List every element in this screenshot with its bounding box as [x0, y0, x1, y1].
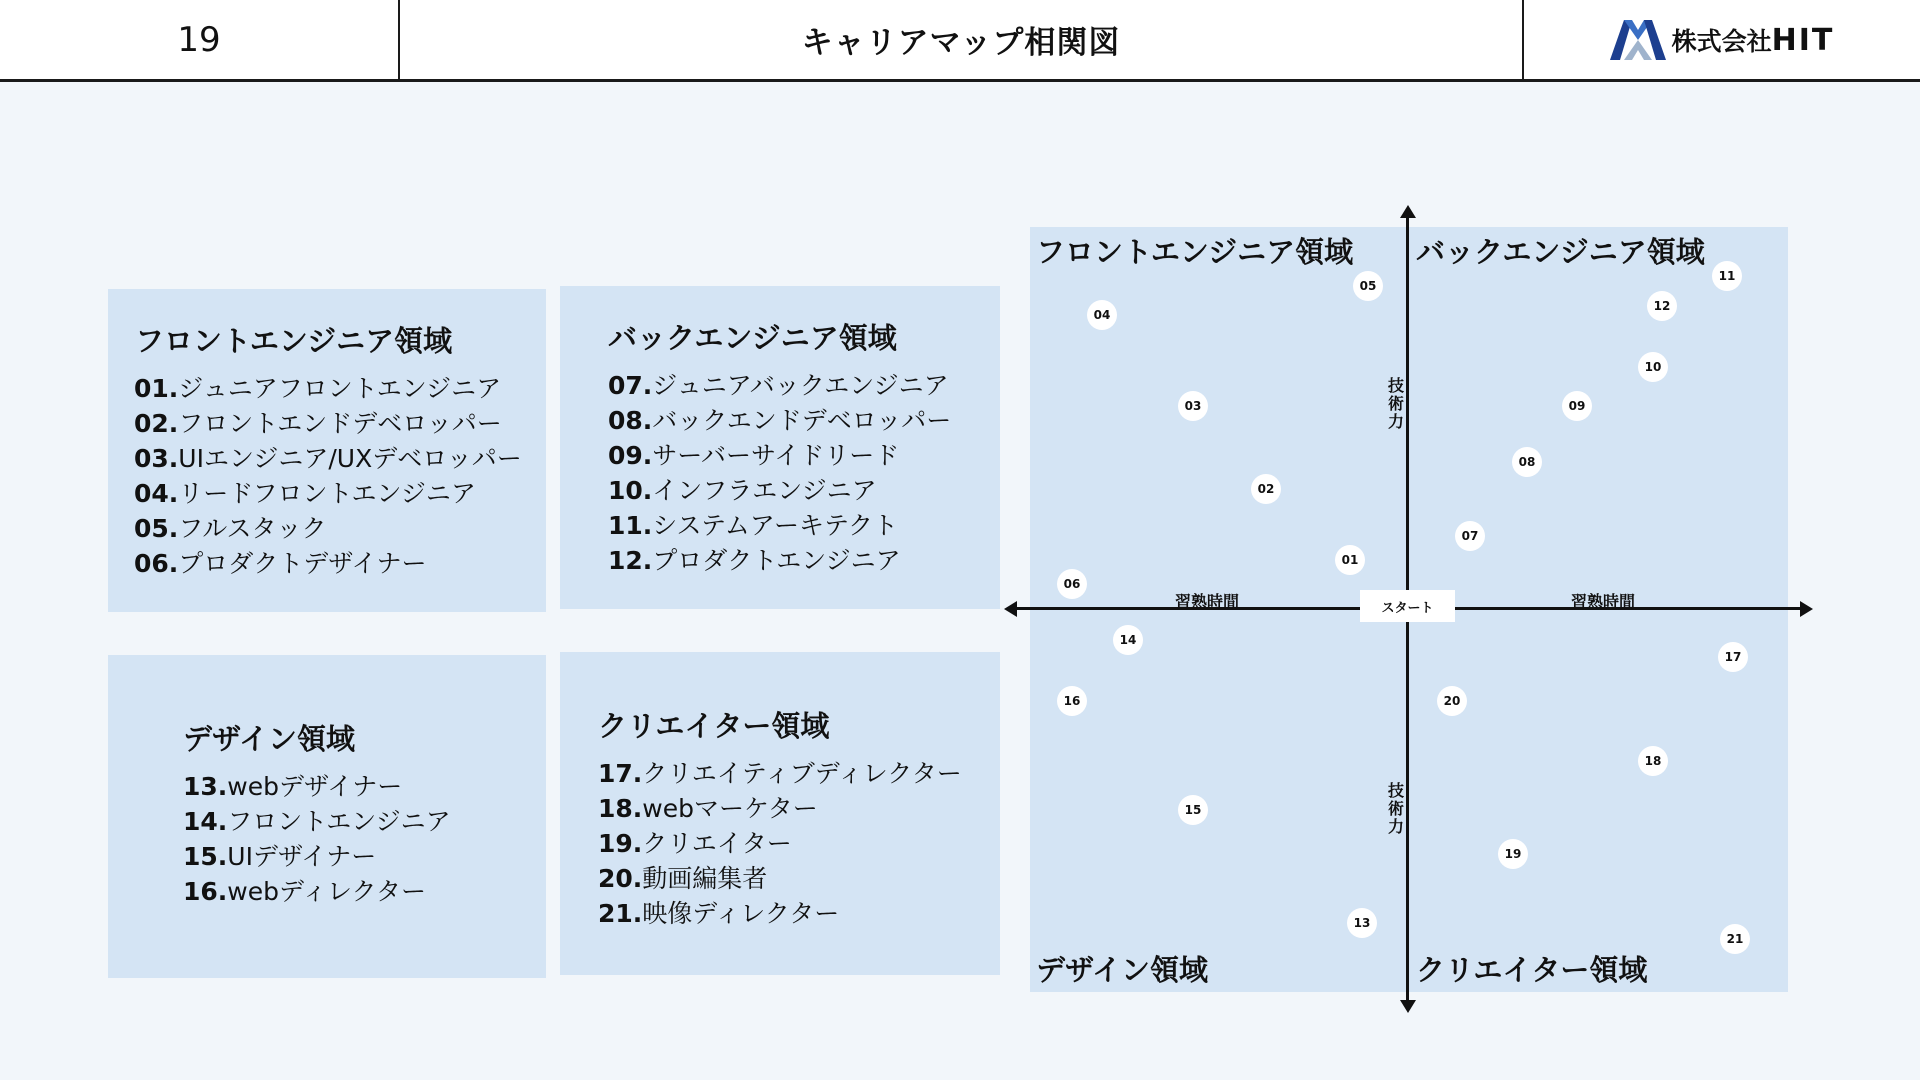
legend-list [608, 368, 951, 578]
slide-header [0, 0, 1920, 82]
career-point-12: 12 [1647, 291, 1677, 321]
list-item: 14.フロントエンジニア [183, 807, 451, 836]
quadrant-label-creator: クリエイター領域 [1416, 953, 1648, 987]
career-point-05: 05 [1353, 271, 1383, 301]
list-item: 11.システムアーキテクト [608, 511, 899, 540]
career-point-03: 03 [1178, 391, 1208, 421]
list-item: 10.インフラエンジニア [608, 476, 877, 505]
arrow-up-icon [1400, 205, 1416, 218]
list-item: 06.プロダクトデザイナー [134, 549, 427, 578]
list-item: 07.ジュニアバックエンジニア [608, 371, 949, 400]
list-item: 04.リードフロントエンジニア [134, 479, 476, 508]
career-point-20: 20 [1437, 686, 1467, 716]
legend-box-design [108, 655, 546, 978]
origin-start-label: スタート [1360, 590, 1455, 622]
legend-box-front [108, 289, 546, 612]
page-number: 19 [0, 0, 400, 79]
list-item: 01.ジュニアフロントエンジニア [134, 374, 502, 403]
axis-label-bottom: 技術力 [1387, 781, 1404, 836]
legend-list [598, 756, 962, 931]
quadrant-label-front: フロントエンジニア領域 [1036, 235, 1354, 269]
page-title: キャリアマップ相関図 [400, 0, 1524, 79]
career-point-14: 14 [1113, 625, 1143, 655]
list-item: 05.フルスタック [134, 514, 327, 543]
legend-title: バックエンジニア領域 [608, 321, 897, 355]
legend-box-creator [560, 652, 1000, 975]
legend-title: フロントエンジニア領域 [135, 324, 453, 358]
career-point-10: 10 [1638, 352, 1668, 382]
hit-logo-icon [1610, 20, 1666, 60]
career-point-21: 21 [1720, 924, 1750, 954]
legend-title: クリエイター領域 [598, 709, 830, 743]
list-item: 18.webマーケター [598, 794, 818, 823]
career-point-13: 13 [1347, 908, 1377, 938]
list-item: 03.UIエンジニア/UXデベロッパー [134, 444, 522, 473]
legend-title: デザイン領域 [183, 722, 355, 756]
list-item: 17.クリエイティブディレクター [598, 759, 962, 788]
arrow-left-icon [1004, 601, 1017, 617]
career-point-11: 11 [1712, 261, 1742, 291]
career-point-07: 07 [1455, 521, 1485, 551]
career-point-01: 01 [1335, 545, 1365, 575]
list-item: 19.クリエイター [598, 829, 792, 858]
career-point-09: 09 [1562, 391, 1592, 421]
career-point-06: 06 [1057, 569, 1087, 599]
career-point-18: 18 [1638, 746, 1668, 776]
quadrant-label-design: デザイン領域 [1036, 953, 1208, 987]
list-item: 13.webデザイナー [183, 772, 403, 801]
quadrant-label-back: バックエンジニア領域 [1416, 235, 1705, 269]
axis-label-right: 習熟時間 [1571, 592, 1636, 611]
axis-label-left: 習熟時間 [1175, 592, 1240, 611]
career-point-15: 15 [1178, 795, 1208, 825]
list-item: 20.動画編集者 [598, 864, 768, 893]
list-item: 21.映像ディレクター [598, 899, 840, 928]
legend-list [183, 769, 451, 909]
logo-text: 株式会社HIT [1671, 22, 1835, 58]
list-item: 02.フロントエンドデベロッパー [134, 409, 502, 438]
list-item: 08.バックエンドデベロッパー [608, 406, 952, 435]
legend-list [134, 371, 522, 581]
legend-box-back [560, 286, 1000, 609]
company-logo [1524, 0, 1920, 79]
arrow-down-icon [1400, 1000, 1416, 1013]
arrow-right-icon [1800, 601, 1813, 617]
list-item: 15.UIデザイナー [183, 842, 377, 871]
list-item: 09.サーバーサイドリード [608, 441, 900, 470]
list-item: 16.webディレクター [183, 877, 426, 906]
career-point-16: 16 [1057, 686, 1087, 716]
career-point-04: 04 [1087, 300, 1117, 330]
axis-label-top: 技術力 [1387, 376, 1404, 431]
career-point-08: 08 [1512, 447, 1542, 477]
career-point-17: 17 [1718, 642, 1748, 672]
career-point-19: 19 [1498, 839, 1528, 869]
career-point-02: 02 [1251, 474, 1281, 504]
list-item: 12.プロダクトエンジニア [608, 546, 901, 575]
